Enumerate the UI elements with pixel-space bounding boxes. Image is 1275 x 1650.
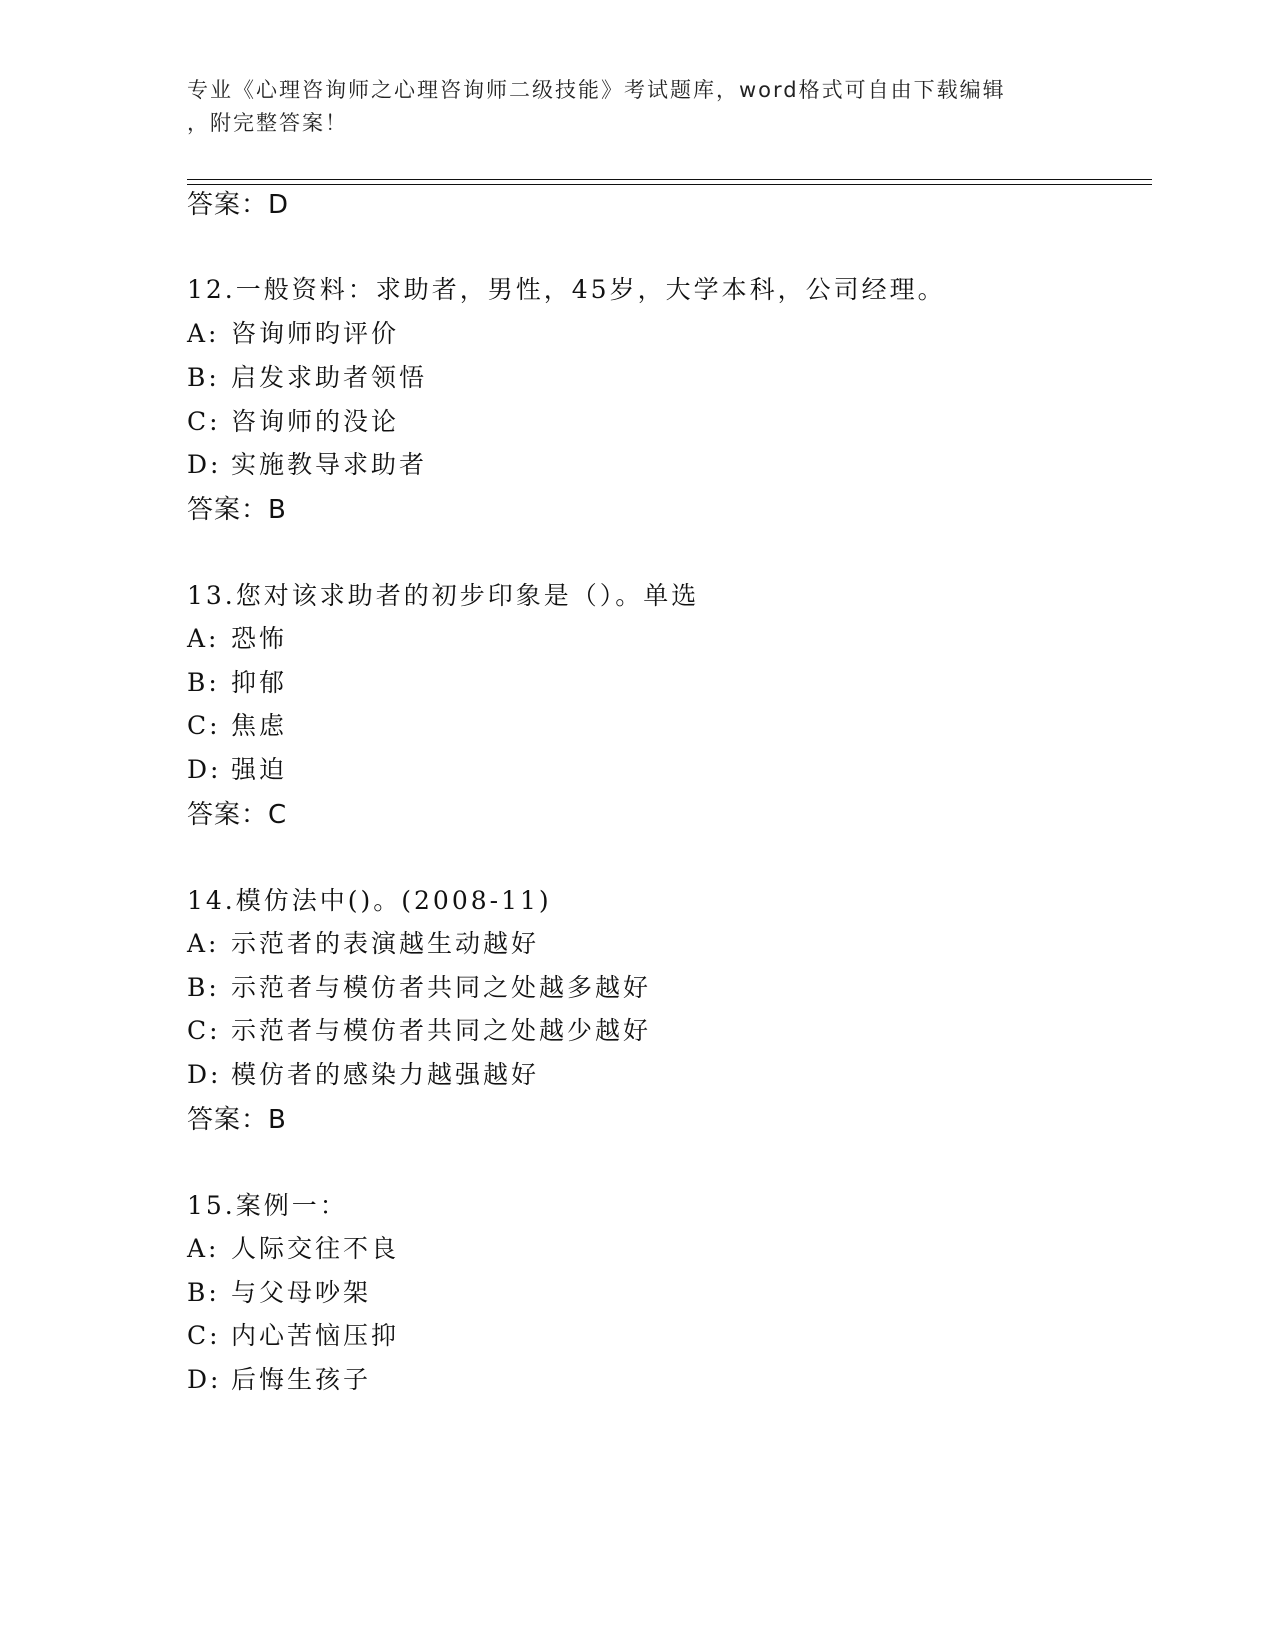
question-15-option-c <box>187 1320 399 1352</box>
answer-line <box>187 1104 287 1136</box>
option-letter: D: <box>187 755 222 784</box>
question-15-option-a <box>187 1233 399 1265</box>
question-13-option-b <box>187 667 287 699</box>
question-15-text: 15.案例一： <box>187 1191 348 1220</box>
option-text: 焦虑 <box>231 711 288 740</box>
option-text: 模仿者的感染力越强越好 <box>231 1060 540 1089</box>
question-13-option-d <box>187 754 287 786</box>
option-text: 咨询师的没论 <box>231 407 400 436</box>
question-15-option-d <box>187 1364 371 1396</box>
question-12-option-a <box>187 318 399 350</box>
question-14-option-d <box>187 1059 539 1091</box>
question-12-option-d <box>187 449 427 481</box>
option-text: 启发求助者领悟 <box>231 363 428 392</box>
question-13-option-c <box>187 710 287 742</box>
answer-line <box>187 799 287 831</box>
question-14-option-a <box>187 928 539 960</box>
answer-label: 答案： <box>187 190 269 220</box>
option-letter: C: <box>187 711 221 740</box>
answer-value: C <box>268 800 288 830</box>
answer-label: 答案： <box>187 800 269 830</box>
answer-line <box>187 189 289 221</box>
option-text: 示范者与模仿者共同之处越少越好 <box>231 1016 652 1045</box>
question-14-option-b <box>187 972 651 1004</box>
option-text: 强迫 <box>231 755 288 784</box>
header-divider-top <box>187 179 1152 180</box>
question-15-option-b <box>187 1277 371 1309</box>
option-letter: C: <box>187 1016 221 1045</box>
option-text: 人际交往不良 <box>231 1234 400 1263</box>
option-letter: A: <box>187 624 220 653</box>
option-letter: C: <box>187 407 221 436</box>
question-14-text: 14.模仿法中()。(2008-11) <box>187 886 552 915</box>
answer-label: 答案： <box>187 495 269 525</box>
answer-value: D <box>268 190 290 220</box>
option-letter: B: <box>187 363 220 392</box>
question-12-text: 12.一般资料：求助者，男性，45岁，大学本科，公司经理。 <box>187 275 946 304</box>
option-text: 与父母吵架 <box>231 1278 372 1307</box>
option-text: 恐怖 <box>231 624 288 653</box>
answer-value: B <box>268 1105 287 1135</box>
option-text: 示范者的表演越生动越好 <box>231 929 540 958</box>
option-letter: D: <box>187 1365 222 1394</box>
answer-label: 答案： <box>187 1105 269 1135</box>
option-text: 内心苦恼压抑 <box>231 1321 400 1350</box>
option-text: 示范者与模仿者共同之处越多越好 <box>231 973 652 1002</box>
header-line-2: ，附完整答案！ <box>187 111 348 135</box>
option-text: 咨询师昀评价 <box>231 319 400 348</box>
question-14-option-c <box>187 1015 651 1047</box>
answer-value: B <box>268 495 287 525</box>
question-13-text: 13.您对该求助者的初步印象是（）。单选 <box>187 581 700 610</box>
option-letter: A: <box>187 1234 220 1263</box>
question-12-option-b <box>187 362 427 394</box>
header-divider-bottom <box>187 184 1152 185</box>
question-13-option-a <box>187 623 287 655</box>
header-line-1: 专业《心理咨询师之心理咨询师二级技能》考试题库，word格式可自由下载编辑 <box>187 78 1006 102</box>
option-text: 实施教导求助者 <box>231 450 428 479</box>
document-header <box>187 74 1087 140</box>
option-letter: D: <box>187 450 222 479</box>
option-text: 抑郁 <box>231 668 288 697</box>
option-letter: B: <box>187 1278 220 1307</box>
option-letter: A: <box>187 319 220 348</box>
option-letter: C: <box>187 1321 221 1350</box>
option-letter: B: <box>187 973 220 1002</box>
option-letter: D: <box>187 1060 222 1089</box>
answer-line <box>187 494 287 526</box>
option-letter: A: <box>187 929 220 958</box>
option-text: 后悔生孩子 <box>231 1365 372 1394</box>
option-letter: B: <box>187 668 220 697</box>
question-12-option-c <box>187 406 399 438</box>
